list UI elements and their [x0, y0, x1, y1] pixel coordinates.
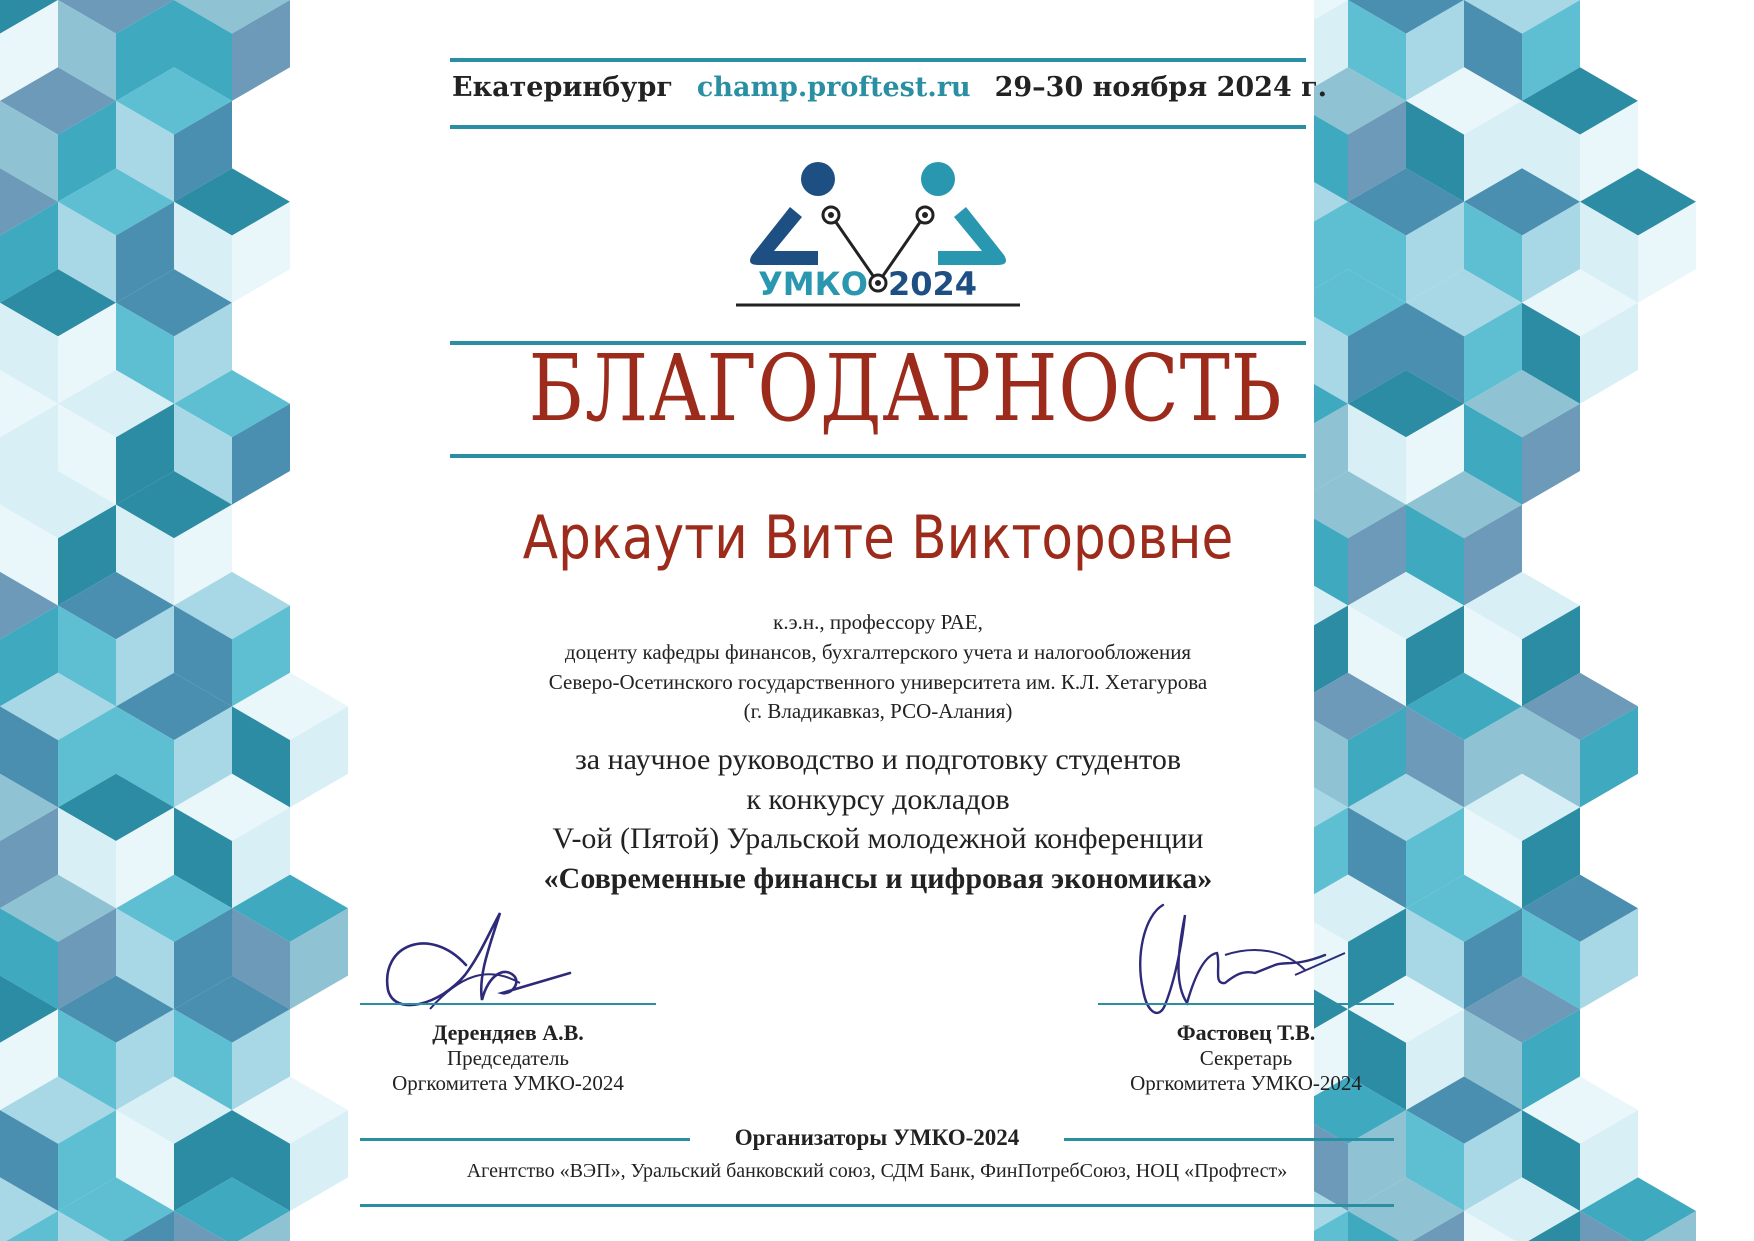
- reason-line: за научное руководство и подготовку студентов: [574, 743, 1182, 776]
- left-signatory-role: Председатель: [446, 1046, 570, 1070]
- event-dates: 29–30 ноября 2024 г.: [994, 72, 1328, 103]
- footer-rule: [360, 1204, 1394, 1207]
- organizers-list: Агентство «ВЭП», Уральский банковский союз, СДМ Банк, ФинПотребСоюз, НОЦ «Профтест»: [466, 1160, 1288, 1182]
- organizers-title: Организаторы УМКО-2024: [690, 1125, 1064, 1151]
- position-line: Северо-Осетинского государственного университета им. К.Л. Хетагурова: [548, 670, 1208, 694]
- left-signature-line: [360, 1003, 656, 1005]
- right-signatory-name: Фастовец Т.В.: [1176, 1020, 1316, 1045]
- position-line: доценту кафедры финансов, бухгалтерского учета и налогообложения: [564, 640, 1192, 664]
- right-signatory: [1068, 1020, 1424, 1096]
- umko-logo: [730, 155, 1030, 315]
- right-handwritten-signature: [1125, 895, 1365, 1030]
- left-signatory: [330, 1020, 686, 1096]
- left-signatory-org: Оргкомитета УМКО-2024: [392, 1071, 624, 1095]
- certificate-title: БЛАГОДАРНОСТЬ: [528, 335, 1283, 442]
- event-city: Екатеринбург: [452, 72, 673, 103]
- title-bottom-rule: [450, 454, 1306, 458]
- right-signatory-org: Оргкомитета УМКО-2024: [1130, 1071, 1362, 1095]
- left-handwritten-signature: [370, 905, 590, 1025]
- right-signatory-role: Секретарь: [1199, 1046, 1293, 1070]
- reason-line: V-ой (Пятой) Уральской молодежной конференции: [552, 822, 1204, 855]
- logo-right-text: 2024: [888, 265, 978, 303]
- event-header: [452, 72, 1328, 103]
- position-line: (г. Владикавказ, РСО-Алания): [743, 699, 1013, 723]
- reason-line: к конкурсу докладов: [746, 783, 1010, 816]
- recipient-name: Аркаути Вите Викторовне: [522, 503, 1234, 573]
- conference-name: «Современные финансы и цифровая экономика»: [543, 862, 1213, 895]
- header-top-rule: [450, 58, 1306, 62]
- logo-left-text: УМКО: [758, 265, 868, 303]
- event-site-link[interactable]: champ.proftest.ru: [696, 72, 971, 103]
- left-signatory-name: Дерендяев А.В.: [432, 1020, 584, 1045]
- header-bottom-rule: [450, 125, 1306, 129]
- right-signature-line: [1098, 1003, 1394, 1005]
- position-line: к.э.н., профессору РАЕ,: [773, 610, 983, 634]
